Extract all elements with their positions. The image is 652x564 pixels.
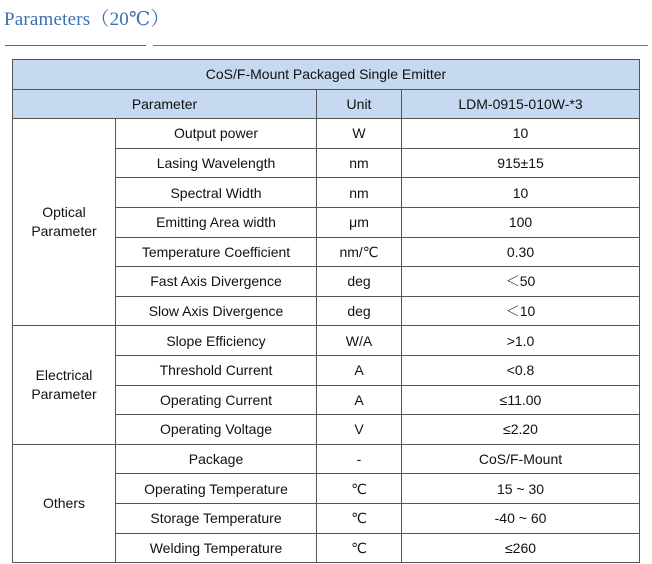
- value-cell: 15 ~ 30: [402, 474, 640, 504]
- column-header-parameter: Parameter: [13, 89, 317, 119]
- parameter-cell: Output power: [116, 119, 317, 149]
- heading-underline-green: [153, 45, 648, 46]
- parameter-cell: Operating Current: [116, 385, 317, 415]
- unit-cell: nm: [317, 148, 402, 178]
- unit-cell: ℃: [317, 474, 402, 504]
- unit-cell: W: [317, 119, 402, 149]
- parameter-cell: Threshold Current: [116, 355, 317, 385]
- parameter-cell: Welding Temperature: [116, 533, 317, 563]
- group-label: Optical Parameter: [13, 119, 116, 326]
- parameter-cell: Operating Temperature: [116, 474, 317, 504]
- unit-cell: W/A: [317, 326, 402, 356]
- value-cell: ＜50: [402, 267, 640, 297]
- parameter-cell: Slope Efficiency: [116, 326, 317, 356]
- parameter-cell: Storage Temperature: [116, 503, 317, 533]
- unit-cell: -: [317, 444, 402, 474]
- value-cell: ≤11.00: [402, 385, 640, 415]
- unit-cell: μm: [317, 207, 402, 237]
- heading-underline-blue: [5, 45, 146, 46]
- parameter-cell: Emitting Area width: [116, 207, 317, 237]
- table-title: CoS/F-Mount Packaged Single Emitter: [13, 60, 640, 90]
- unit-cell: nm: [317, 178, 402, 208]
- value-cell: ≤260: [402, 533, 640, 563]
- value-cell: 0.30: [402, 237, 640, 267]
- column-header-model: LDM-0915-010W-*3: [402, 89, 640, 119]
- value-cell: 100: [402, 207, 640, 237]
- unit-cell: A: [317, 355, 402, 385]
- value-cell: >1.0: [402, 326, 640, 356]
- value-cell: CoS/F-Mount: [402, 444, 640, 474]
- unit-cell: nm/℃: [317, 237, 402, 267]
- specification-table: [12, 59, 640, 563]
- unit-cell: ℃: [317, 503, 402, 533]
- page-heading: Parameters（20℃）: [4, 9, 170, 30]
- table-header-row: [13, 89, 640, 119]
- specification-table-body: [13, 60, 640, 563]
- table-title-row: [13, 60, 640, 90]
- value-cell: ≤2.20: [402, 415, 640, 445]
- group-label: Others: [13, 444, 116, 562]
- value-cell: -40 ~ 60: [402, 503, 640, 533]
- column-header-unit: Unit: [317, 89, 402, 119]
- parameter-cell: Fast Axis Divergence: [116, 267, 317, 297]
- value-cell: 915±15: [402, 148, 640, 178]
- value-cell: <0.8: [402, 355, 640, 385]
- value-cell: 10: [402, 178, 640, 208]
- parameter-cell: Spectral Width: [116, 178, 317, 208]
- table-row: [13, 444, 640, 474]
- table-row: [13, 119, 640, 149]
- value-cell: 10: [402, 119, 640, 149]
- group-label: Electrical Parameter: [13, 326, 116, 444]
- parameter-cell: Package: [116, 444, 317, 474]
- parameter-cell: Temperature Coefficient: [116, 237, 317, 267]
- unit-cell: V: [317, 415, 402, 445]
- unit-cell: ℃: [317, 533, 402, 563]
- value-cell: ＜10: [402, 296, 640, 326]
- parameter-cell: Slow Axis Divergence: [116, 296, 317, 326]
- parameter-cell: Operating Voltage: [116, 415, 317, 445]
- table-row: [13, 326, 640, 356]
- parameter-cell: Lasing Wavelength: [116, 148, 317, 178]
- unit-cell: deg: [317, 296, 402, 326]
- unit-cell: deg: [317, 267, 402, 297]
- unit-cell: A: [317, 385, 402, 415]
